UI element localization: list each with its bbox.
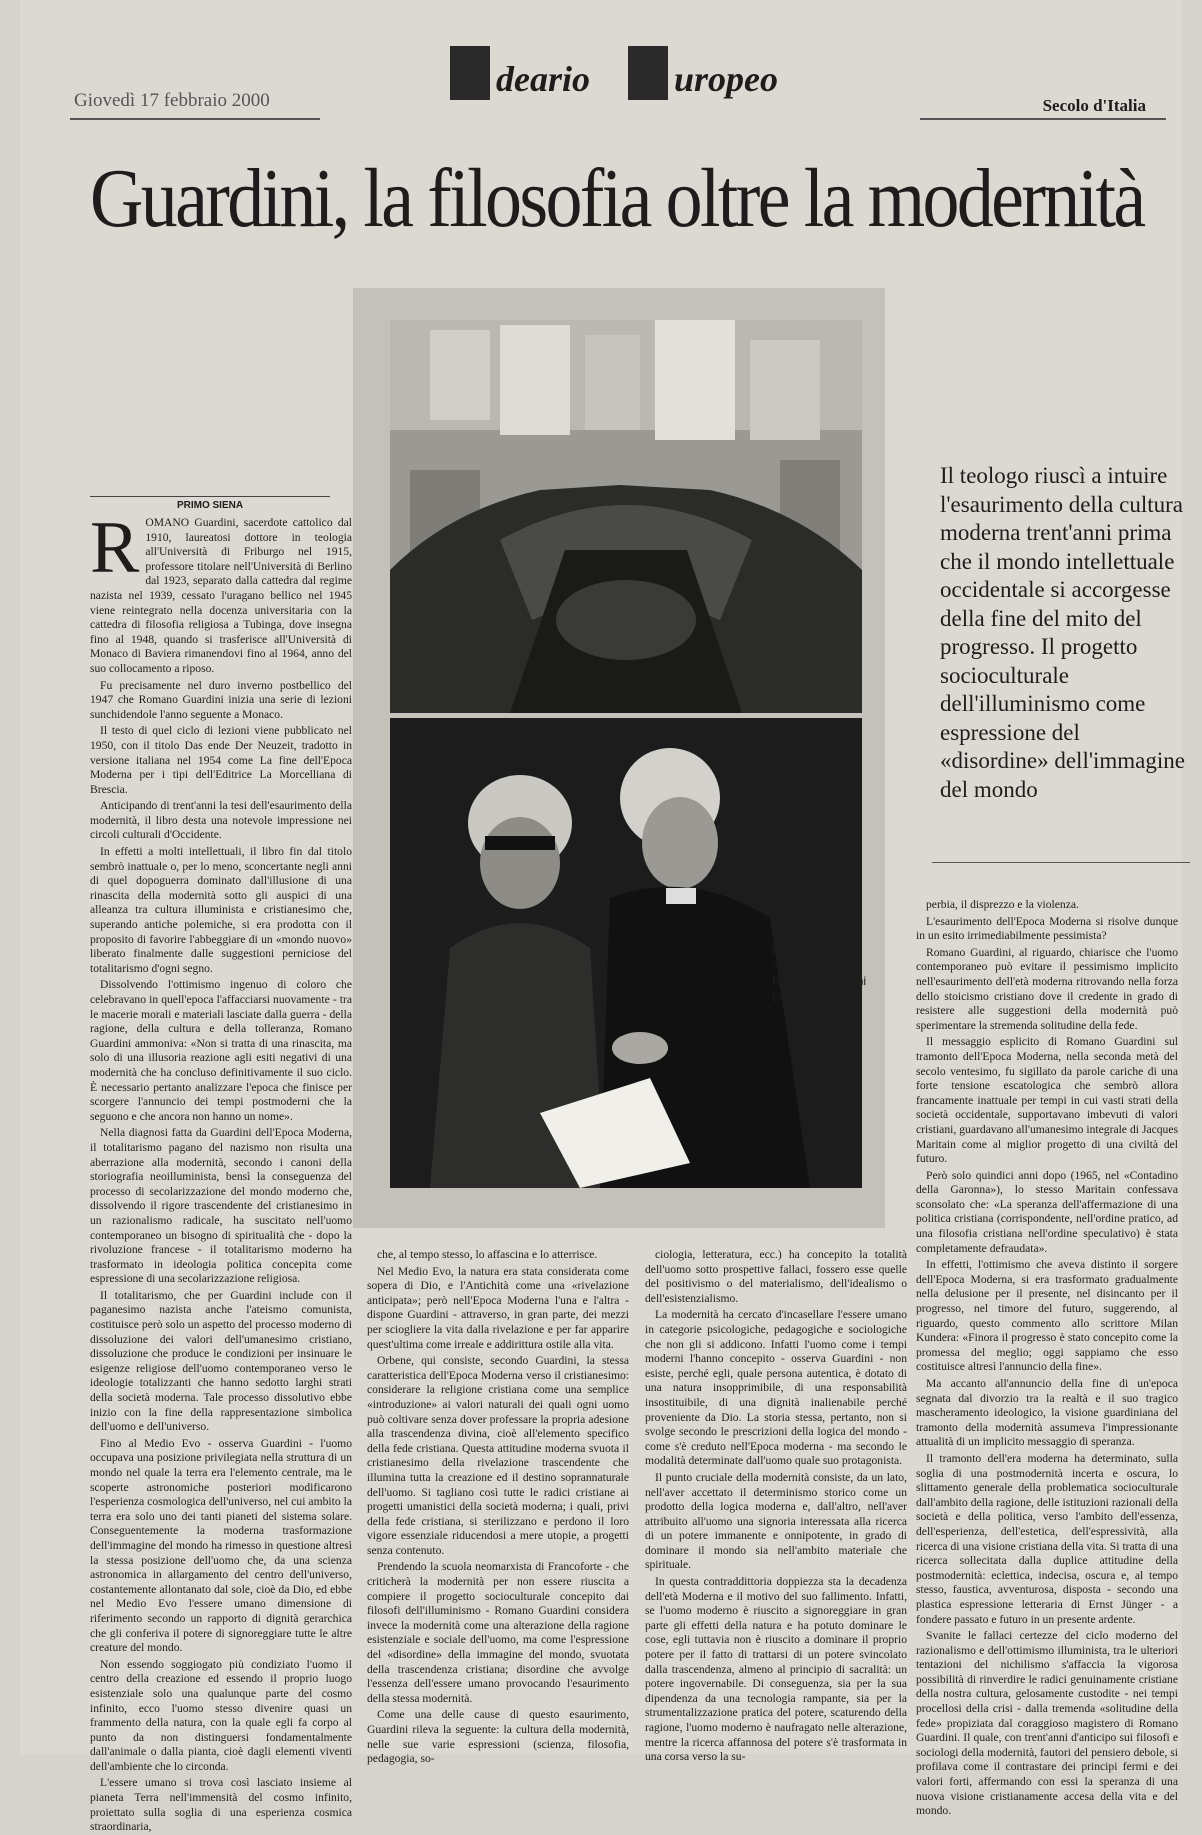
brand-word-2: uropeo [674, 59, 779, 99]
caption-line: (a destra) [772, 989, 824, 1004]
paragraph: Nella diagnosi fatta da Guardini dell'Epoca Moderna, il totalitarismo pagano del nazismo non risulta una aberrazione alla modernità, secondo i canoni della storiografia neoilluminista, bensì la conseguenza del processo di secolarizzazione del mondo moderno che, dissolvendo il rigore trascendente del cristianesimo in un razionalismo radicale, ha suscitato nell'uomo contemporaneo un bisogno di spiritualità che - dopo la rivoluzione francese - il totalitarismo moderno ha trasformato in ideologia politica concepita come espressione di una secolarizzazione religiosa. [90, 1126, 352, 1286]
paragraph: ciologia, letteratura, ecc.) ha concepito la totalità dell'uomo sotto prospettive fallaci, fossero esse quelle del positivismo o del materialismo, dell'idealismo o dell'esistenzialismo. [645, 1248, 907, 1305]
header-rule-left [70, 118, 320, 120]
author-byline: PRIMO SIENA [90, 496, 330, 511]
caption-line: «Un tuffo [772, 895, 821, 910]
paragraph: Il tramonto dell'era moderna ha determinato, sulla soglia di una postmodernità incerta e oscura, lo slittamento generale della problematica socioculturale dall'ambito della ragione, delle istituzioni razionali della società e della politica, verso l'ambito dell'essenza, dell'esperienza, dell'estetica, dell'espressività, alla ricerca di una visione cristiana della vita. Si tratta di una ricerca sollecitata dalla duplice attitudine della postmodernità: eclettica, indecisa, oscura e, al tempo stesso, faustica, avventurosa, disposta - secondo una plastica espressione letteraria di Ernst Jünger - a fondere passato e futuro in un presente ardente. [916, 1451, 1178, 1626]
crali-painting [390, 320, 862, 713]
caption-line: di Tullio Crali. [772, 926, 845, 941]
caption-line: a fianco: [772, 957, 818, 972]
brand-letter-block [450, 46, 490, 100]
newspaper-page [20, 0, 1185, 1834]
paragraph: Come una delle cause di questo esaurimento, Guardini rileva la seguente: la cultura della modernità, nelle sue varie espressioni (scienza, filosofia, pedagogia, so- [367, 1708, 629, 1766]
paragraph: Fu precisamente nel duro inverno postbellico del 1947 che Romano Guardini inizia una serie di lezioni sunchidendole l'anno seguente a Monaco. [90, 678, 352, 721]
paragraph: che, al tempo stesso, lo affascina e lo atterrisce. [377, 1248, 598, 1261]
brand-letter-block [628, 46, 668, 100]
headline: Guardini, la filosofia oltre la modernità [90, 152, 1144, 245]
paragraph: Anticipando di trent'anni la tesi dell'esaurimento della modernità, il libro desta una notevole impressione nei circoli culturali d'Occidente. [90, 799, 352, 842]
paragraph: Ma accanto all'annuncio della fine di un'epoca segnata dal divorzio tra la realtà e il suo tragico mascheramento ideologico, la visione guardiniana del tramonto della modernità assumeva l'impressionante attualità di un implicito messaggio di speranza. [916, 1377, 1178, 1449]
paragraph: In questa contraddittoria doppiezza sta la decadenza dell'età Moderna e il motivo del suo fallimento. Infatti, se l'uomo moderno è riuscito a signoreggiare in gran parte gli effetti della natura e ha potuto dominare le cose, egli tuttavia non è riuscito a dominare il proprio potere per il fatto di trattarsi di un potere svincolato dalla trascendenza, almeno al principio di sacralità: un potere ingovernabile. Di conseguenza, sia per la sua dipendenza da una tecnologia rampante, sia per la strumentalizzazione pratica del potere, scaturendo della ragione, l'uomo moderno è naufragato nelle alterazione, mentre la ricerca affannosa del potere s'è trasformata in una corsa verso la su- [645, 1575, 907, 1764]
paragraph: OMANO Guardini, sacerdote cattolico dal 1910, laureatosi dottore in teologia all'Università di Friburgo nel 1915, professore titolare nell'Università di Berlino dal 1923, separato dalla cattedra dal regime nazista nel 1939, cessato l'uragano bellico nel 1945 viene reintegrato nella docenza universitaria con la cattedra di filosofia religiosa a Tubinga, dove insegna fino al 1948, quando si trasferisce all'Università di Monaco di Baviera rimanendovi fino al 1964, anno del suo collocamento a riposo. [90, 516, 352, 675]
issue-date: Giovedì 17 febbraio 2000 [74, 90, 270, 111]
paragraph: Però solo quindici anni dopo (1965, nel «Contadino della Garonna»), lo stesso Maritain confessava sconsolato che: «La speranza dell'affermazione di una politica cristiana (corrispondente, nell'ordine pratico, ad una filosofia cristiana nell'ordine speculativo) è stata completamente defraudata». [916, 1168, 1178, 1255]
paragraph: Il messaggio esplicito di Romano Guardini sul tramonto dell'Epoca Moderna, nella seconda metà del secolo ventesimo, fu sigillato da parole cariche di una forte tensione escatologica che sembrò allora francamente inattuale per tempi in cui vasti strati della società occidentale, supportavano imbevuti di valori cristiani, guardavano all'umanesimo integrale di Jacques Maritain come al miglior progetto di una civiltà del futuro. [916, 1035, 1178, 1166]
paragraph: Dissolvendo l'ottimismo ingenuo di coloro che celebravano in quell'epoca l'affacciarsi nuovamente - tra le macerie morali e materiali lasciate dalla guerra - della ragione, della cultura e della tolleranza, Romano Guardini ammoniva: «Non si tratta di una rinascita, ma solo di una illusoria reazione agli esiti negativi di una modernità che ha concluso definitivamente il suo ciclo. È necessario pertanto analizzare l'epoca che finisce per scorgere l'annuncio dei tempi postmoderni che la seguono e che ancora non hanno un nome». [90, 978, 352, 1123]
paragraph: In effetti, l'ottimismo che aveva distinto il sorgere dell'Epoca Moderna, si era trasformato gradualmente nella delusione per il presente, nel disincanto per il progresso, nel timore del futuro, suggerendo, al riguardo, questo commento allo scrittore Milan Kundera: «Finora il progresso è stato concepito come la promessa del meglio; oggi sappiamo che esso costituisce altresì l'annuncio della fine». [916, 1258, 1178, 1374]
caption-line: Romano Guardini [772, 973, 867, 988]
paragraph: Il punto cruciale della modernità consiste, da un lato, nell'aver accettato il determinismo storico come un prodotto della logica moderna e, dall'altro, nell'aver attribuito all'uomo una signoria interessata alla ricerca di un potere immanente e onnipotente, in grado di dominare il mondo sia nell'ambito materiale che spirituale. [645, 1470, 907, 1572]
pull-quote-rule [932, 862, 1190, 863]
photo-caption [772, 880, 892, 1005]
paragraph: Il totalitarismo, che per Guardini include con il paganesimo nazista anche l'ateismo comunista, costituisce però solo un aspetto del processo moderno di dissoluzione dei valori dell'umanesimo cristiano, dissoluzione che produce le condizioni per insinuare le esigenze religiose dell'uomo contemporaneo verso le ideologie totalizzanti che hanno sedotto larghi strati della società moderna. Tale processo dissolutivo ebbe inizio con la fine della rappresentazione simbolica dell'uomo e dell'universo. [90, 1288, 352, 1434]
pull-quote: Il teologo riuscì a intuire l'esaurimento della cultura moderna trent'anni prima che il mondo intellettuale occidentale si accorgesse della fine del mito del progresso. Il progetto socioculturale dell'illuminismo come espressione del «disordine» dell'immagine del mondo [940, 463, 1185, 802]
paragraph: L'esaurimento dell'Epoca Moderna si risolve dunque in un esito irrimediabilmente pessimista? [916, 914, 1178, 943]
paragraph: perbia, il disprezzo e la violenza. [926, 898, 1079, 911]
paragraph: Fino al Medio Evo - osserva Guardini - l'uomo occupava una posizione privilegiata nella struttura di un mondo nel quale la terra era l'elemento centrale, ma le scoperte astronomiche posteriori modificarono l'esperienza cosmologica dell'universo, nel cui ambito la terra era solo uno dei tanti pianeti del sistema solare. Conseguentemente la moderna trasformazione dell'immagine del mondo ha rimesso in questione altresì la stessa posizione dell'uomo che, da una scienza astronomica in allargamento del centro dell'universo, costantemente allontanato dal sole, cioè da Dio, ed ebbe nel Medio Evo l'essere umano dimensione di riferimento secondo un rapporto di dignità gerarchica che gli conferiva il potere di signoreggiare tutte le altre creature del mondo. [90, 1436, 352, 1655]
article-column-3 [645, 1248, 907, 1764]
paragraph: Non essendo soggiogato più condiziato l'uomo il centro della creazione ed essendo il proprio luogo esistenziale solo una qualunque parte del cosmo infinito, ecco l'uomo stesso divenire quasi un frammento della natura, con la quale egli fa corpo al punto da non distinguersi fondamentalmente dall'animale o dalla pianta, cioè dagli elementi viventi dell'ambiente che lo circonda. [90, 1657, 352, 1773]
caption-line: In alto: [772, 880, 809, 894]
caption-line: sulla città» [772, 911, 829, 926]
header-rule-right [920, 118, 1166, 120]
paragraph: Prendendo la scuola neomarxista di Francoforte - che criticherà la modernità per non essere riuscita a compiere il progetto socioculturale concepito dai filosofi dell'illuminismo - Romano Guardini considera invece la modernità come una alterazione della ragione esistenziale e sociale dell'uomo, ma come l'espressione del «disordine» della immagine del mondo, svuotata della trascendenza cristiana; disordine che avvolge l'essenza dell'essere umano provocando l'esaurimento della stessa modernità. [367, 1560, 629, 1705]
newspaper-name: Secolo d'Italia [1042, 96, 1146, 115]
paragraph: Nel Medio Evo, la natura era stata considerata come sopera di Dio, e l'Antichità come una «rivelazione anticipata»; però nell'Epoca Moderna l'una e l'altra - dispone Guardini - attraverso, in gran parte, dei mezzi per sciogliere la vita dalla rivelazione e per far apparire quest'ultima come irreale e addirittura ostile alla vita. [367, 1264, 629, 1351]
article-column-1 [90, 507, 352, 1834]
paragraph: In effetti a molti intellettuali, il libro fin dal titolo sembrò inattuale o, per lo meno, sconcertante negli anni di quel dopoguerra dominato dall'illusione di una rinascita della modernità sotto gli auspici di una alleanza tra cultura illuminista e cristianesimo che, superando antiche polemiche, si era prodotta con il proposito di favorire l'abbeggiare di un «mondo nuovo» liberato finalmente dalle suggestioni perniciose del totalitarismo d'ogni segno. [90, 845, 352, 975]
paragraph: Svanite le fallaci certezze del ciclo moderno del razionalismo e dell'ottimismo illuminista, tra le ulteriori tentazioni del nichilismo s'affaccia la vigorosa possibilità di rinverdire le radici genuinamente cristiane della nostra cultura, gelosamente custodite - nei tempi procellosi della crisi - dalla tremenda «solitudine della fede» propiziata dal coraggioso magistero di Romano Guardini. Il quale, con trent'anni d'anticipo sui filosofi e sociologi della modernità, fautori del pensiero debole, si profilava come il contrastare dei principi fermi e dei valori forti, affermando con essi la speranza di una nuova visione cristianamente accesa della vita e del mondo. [916, 1629, 1178, 1818]
article-column-2 [367, 1248, 629, 1766]
brand-word-1: deario [496, 59, 590, 99]
paragraph: Romano Guardini, al riguardo, chiarisce che l'uomo contemporaneo può evitare il pessimismo implicito nell'esaurimento dell'età moderna ritrovando nella forza dello stoicismo cristiano dove il credente in grado di resistere alle suggestioni della modernità può sperimentare la stremenda solitudine della fede. [916, 945, 1178, 1032]
paragraph: L'essere umano si trova così lasciato insieme al pianeta Terra nell'immensità del cosmo infinito, proiettato sulla soglia di una esperienza cosmica straordinaria, [90, 1776, 352, 1834]
section-brand [450, 42, 970, 104]
paragraph: La modernità ha cercato d'incasellare l'essere umano in categorie psicologiche, pedagogiche e sociologiche che non gli si addicono. Infatti l'uomo come i tempi moderni l'hanno concepito - osserva Guardini - non esiste, perché egli, quale persona autentica, è dotato di una natura insopprimibile, di una responsabilità insostituibile, di una dignità inalienabile perché proveniente da Dio. La storia stessa, pertanto, non si svolge secondo le prescrizioni della logica del mondo - come s'è creduto nell'Epoca moderna - ma secondo le modalità determinate dall'uomo quale suo protagonista. [645, 1308, 907, 1468]
drop-cap: R [90, 507, 140, 589]
paragraph: Il testo di quel ciclo di lezioni viene pubblicato nel 1950, con il titolo Das ende Der Neuzeit, tradotto in versione italiana nel 1954 come La fine dell'Epoca Moderna per i tipi dell'Editrice La Morcelliana di Brescia. [90, 724, 352, 796]
paragraph: Orbene, qui consiste, secondo Guardini, la stessa caratteristica dell'Epoca Moderna verso il cristianesimo: considerare la religione cristiana come una semplice «introduzione» ai valori naturali dei quali ogni uomo può coltivare senza dover professare la propria adesione alla trascendenza divina, cioè all'elemento specifico della fede cristiana. Questa attitudine moderna svuota il cristianesimo della rivelazione trascendente che illumina tutta la creazione ed il destino soprannaturale dell'uomo. Si tagliano così tutte le radici cristiane ai progetti umanistici della società moderna; i quali, privi della fede cristiana, si sterilizzano e perdono il loro vigore essenziale riducendosi a mere utopie, a progetti senza contenuto. [367, 1354, 629, 1557]
article-column-4 [916, 898, 1178, 1818]
caption-line: Nella foto [772, 942, 823, 957]
